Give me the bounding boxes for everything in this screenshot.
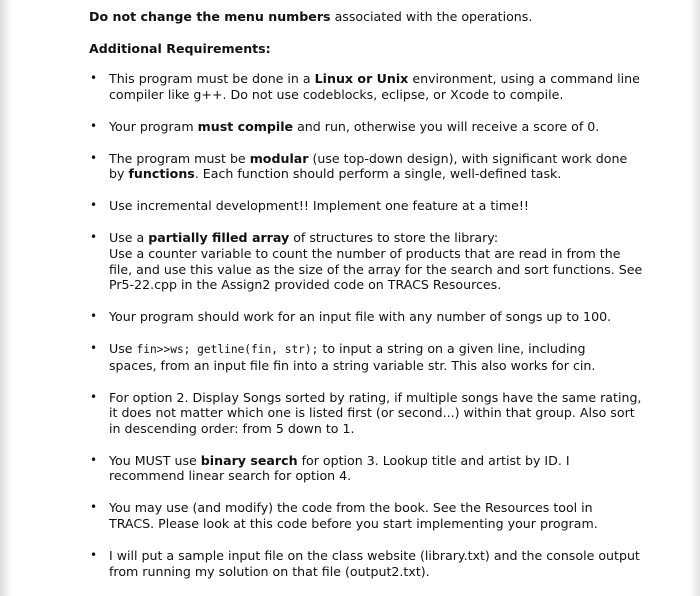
- bold-text: functions: [128, 166, 195, 182]
- text-span: You MUST use: [109, 452, 201, 468]
- text-line: it does not matter which one is listed first (or second...) within that group. Also sort: [109, 405, 635, 421]
- text-span: and run, otherwise you will receive a score of 0.: [293, 118, 600, 134]
- text-span: Use a: [109, 230, 149, 246]
- text-line: spaces, from an input file fin into a string variable str. This also works for cin.: [109, 357, 596, 373]
- requirement-item-compile: [89, 119, 649, 135]
- section-heading: Additional Requirements:: [89, 40, 271, 56]
- requirement-item-array: [89, 230, 649, 292]
- bullet-icon: •: [90, 71, 98, 86]
- text-line: TRACS. Please look at this code before you start implementing your program.: [109, 515, 598, 531]
- text-span: This program must be done in a: [109, 71, 315, 87]
- text-line: Use a counter variable to count the number of products that are read in from the: [109, 245, 621, 261]
- text-line: [109, 341, 649, 358]
- text-line: recommend linear search for option 4.: [109, 468, 352, 484]
- text-line: [109, 166, 649, 182]
- requirement-item-sample-file: [89, 548, 649, 579]
- bullet-icon: •: [90, 230, 98, 245]
- bold-text: of structures to store the library:: [289, 230, 499, 246]
- bullet-icon: •: [90, 198, 98, 213]
- bullet-icon: •: [90, 341, 98, 356]
- text-line: For option 2. Display Songs sorted by rating, if multiple songs have the same rating,: [109, 389, 642, 405]
- code-snippet: fin>>ws; getline(fin, str);: [136, 343, 319, 357]
- text-span: to input a string on a given line, including: [318, 341, 586, 357]
- requirement-item-getline: [89, 341, 649, 373]
- text-line: Pr5-22.cpp in the Assign2 provided code on TRACS Resources.: [109, 277, 502, 293]
- text-span: by: [109, 166, 129, 182]
- text-span: The program must be: [109, 150, 250, 166]
- text-line: [109, 230, 649, 246]
- requirement-item-book-code: [89, 500, 649, 531]
- text-span: (use top-down design), with significant work done: [308, 150, 628, 166]
- text-line: [109, 119, 649, 135]
- bullet-icon: •: [90, 389, 98, 404]
- bold-text: binary search: [200, 452, 298, 468]
- text-line: compiler like g++. Do not use codeblocks, eclipse, or Xcode to compile.: [109, 86, 564, 102]
- bullet-icon: •: [90, 309, 98, 324]
- bullet-icon: •: [90, 547, 98, 562]
- text-span: Use: [109, 341, 137, 357]
- text-span: Your program: [109, 118, 198, 134]
- requirement-item-incremental: [89, 198, 649, 214]
- bold-text: modular: [249, 150, 309, 166]
- document-page: [89, 9, 649, 596]
- requirements-list: [89, 71, 649, 579]
- requirement-item-linux: [89, 71, 649, 102]
- intro-paragraph: [89, 9, 649, 25]
- text-line: [109, 151, 649, 167]
- requirement-item-modular: [89, 151, 649, 182]
- text-span: environment, using a command line: [408, 71, 640, 87]
- text-line: [109, 71, 649, 87]
- text-line: Use incremental development!! Implement one feature at a time!!: [109, 198, 529, 214]
- bold-text: Linux or Unix: [314, 71, 409, 87]
- text-span: . Each function should perform a single, well-defined task.: [194, 166, 562, 182]
- bold-text: partially filled array: [148, 230, 290, 246]
- bold-text: must compile: [197, 118, 294, 134]
- text-line: I will put a sample input file on the class website (library.txt) and the console output: [109, 547, 640, 563]
- requirement-item-input-file: [89, 309, 649, 325]
- intro-text: associated with the operations.: [330, 9, 533, 24]
- intro-bold-text: Do not change the menu numbers: [89, 9, 331, 24]
- requirement-item-binary-search: [89, 453, 649, 484]
- bullet-icon: •: [90, 452, 98, 467]
- bullet-icon: •: [90, 118, 98, 133]
- text-line: [109, 453, 649, 469]
- text-line: You may use (and modify) the code from the book. See the Resources tool in: [109, 500, 593, 516]
- text-line: in descending order: from 5 down to 1.: [109, 420, 355, 436]
- text-line: from running my solution on that file (output2.txt).: [109, 563, 430, 579]
- requirement-item-sort: [89, 390, 649, 437]
- text-span: for option 3. Lookup title and artist by ID. I: [297, 452, 570, 468]
- text-line: file, and use this value as the size of the array for the search and sort functions. See: [109, 261, 643, 277]
- text-line: Your program should work for an input file with any number of songs up to 100.: [109, 309, 612, 325]
- bullet-icon: •: [90, 500, 98, 515]
- bullet-icon: •: [90, 150, 98, 165]
